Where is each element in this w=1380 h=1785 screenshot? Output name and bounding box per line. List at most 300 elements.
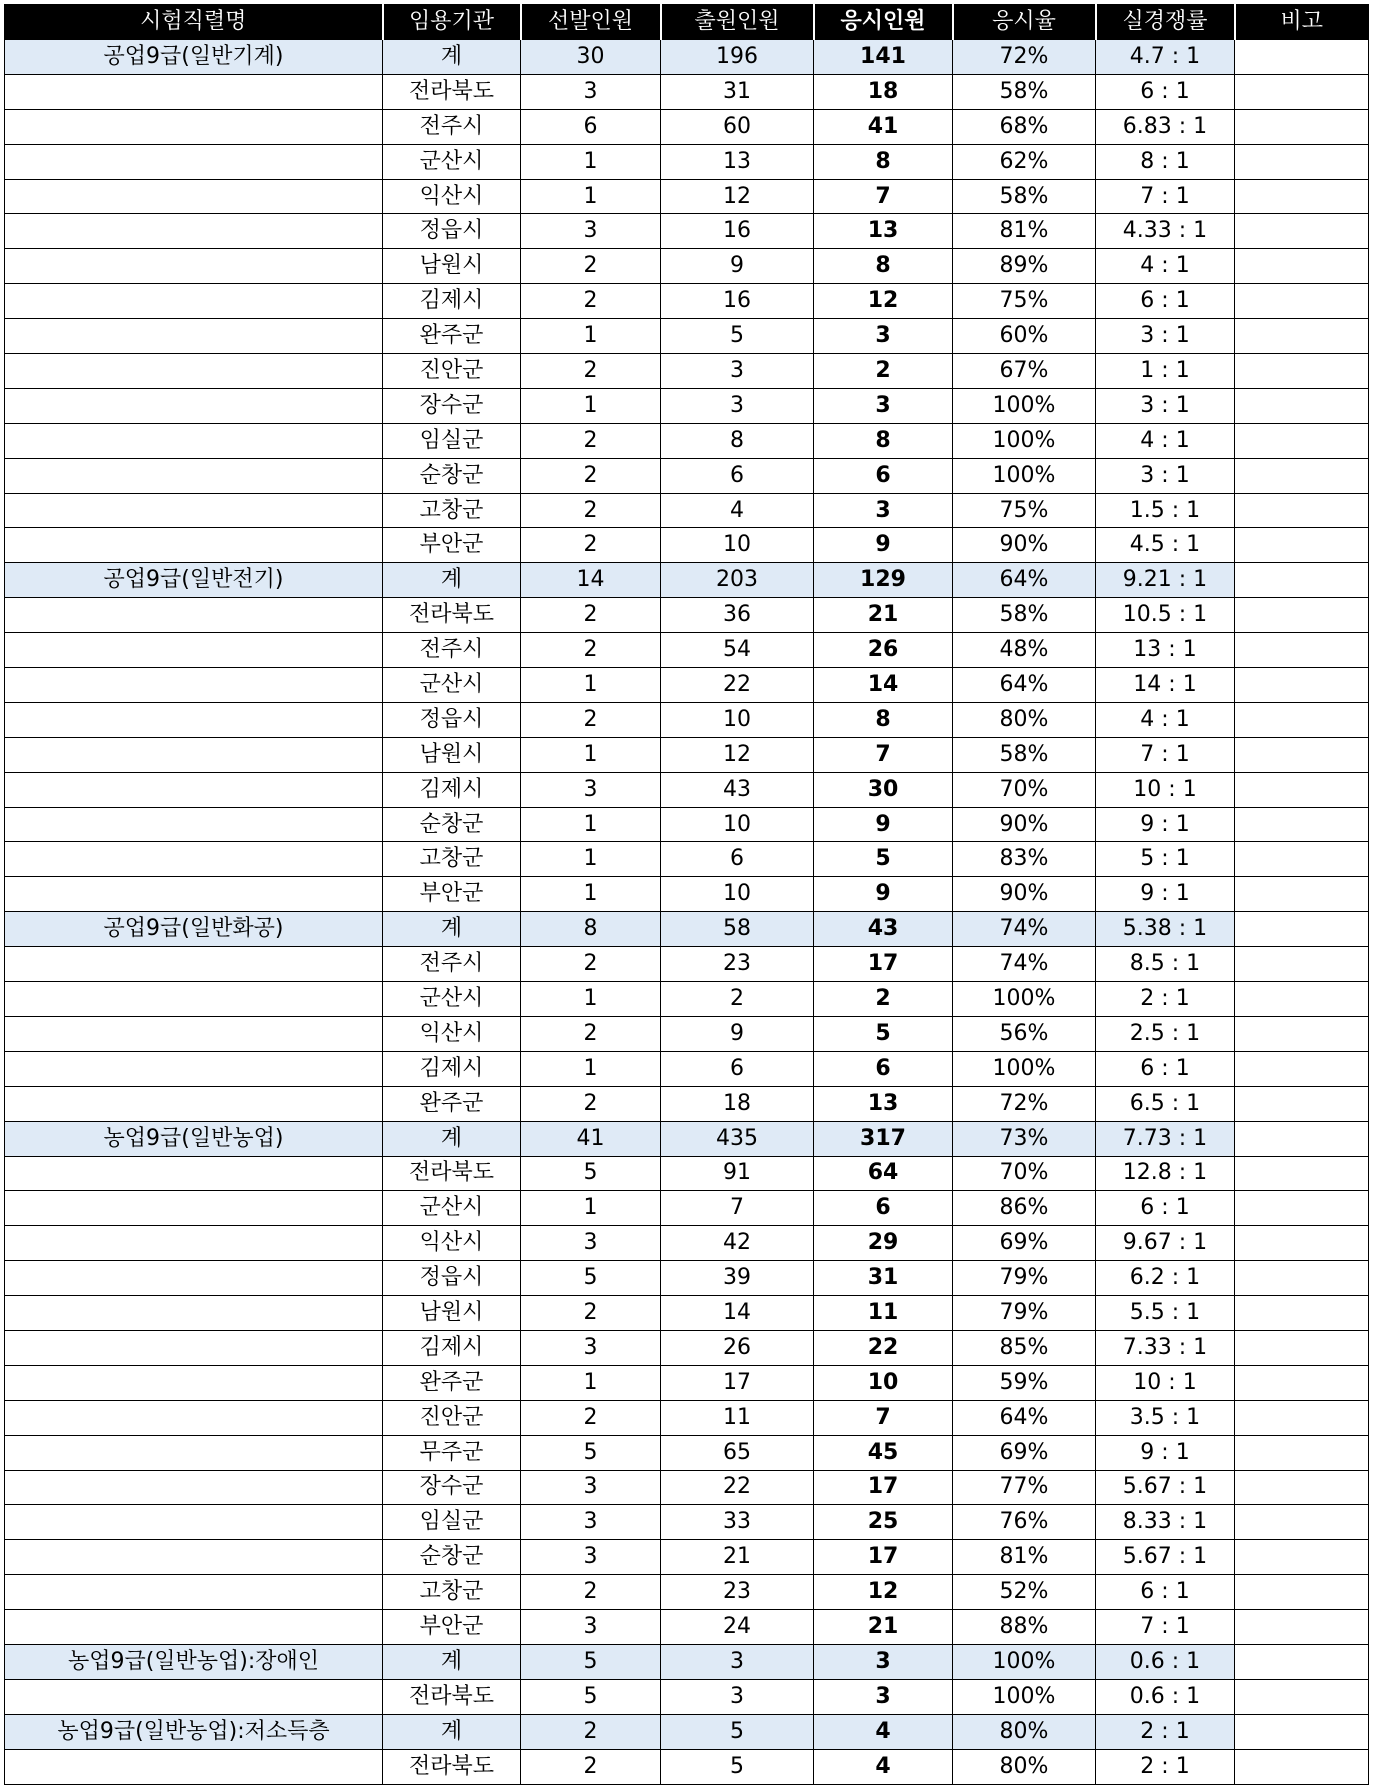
exam-series-cell: 공업9급(일반기계) (5, 40, 383, 75)
applicant-count-cell: 4 (661, 493, 814, 528)
table-row (5, 1156, 1369, 1191)
test-taker-count-cell: 4 (814, 1714, 953, 1749)
table-row (5, 493, 1369, 528)
competition-rate-cell: 1 : 1 (1096, 354, 1235, 389)
empty-series-cell (5, 1505, 383, 1540)
attendance-rate-cell: 59% (953, 1365, 1096, 1400)
table-row (5, 1226, 1369, 1261)
selected-count-cell: 5 (521, 1644, 661, 1679)
competition-rate-cell: 0.6 : 1 (1096, 1644, 1235, 1679)
remarks-cell (1235, 179, 1369, 214)
table-row (5, 1051, 1369, 1086)
test-taker-count-cell: 21 (814, 598, 953, 633)
test-taker-count-cell: 3 (814, 388, 953, 423)
selected-count-cell: 2 (521, 423, 661, 458)
empty-series-cell (5, 1086, 383, 1121)
applicant-count-cell: 6 (661, 1051, 814, 1086)
selected-count-cell: 5 (521, 1679, 661, 1714)
test-taker-count-cell: 9 (814, 807, 953, 842)
agency-cell: 익산시 (383, 1016, 521, 1051)
competition-rate-cell: 4.33 : 1 (1096, 214, 1235, 249)
attendance-rate-cell: 74% (953, 947, 1096, 982)
agency-cell: 군산시 (383, 144, 521, 179)
selected-count-cell: 3 (521, 1610, 661, 1645)
attendance-rate-cell: 68% (953, 109, 1096, 144)
test-taker-count-cell: 9 (814, 528, 953, 563)
empty-series-cell (5, 1435, 383, 1470)
test-taker-count-cell: 12 (814, 284, 953, 319)
test-taker-count-cell: 43 (814, 912, 953, 947)
competition-rate-cell: 4 : 1 (1096, 249, 1235, 284)
header-row (5, 5, 1369, 40)
header-selected: 선발인원 (521, 5, 661, 40)
competition-rate-cell: 8.5 : 1 (1096, 947, 1235, 982)
remarks-cell (1235, 1296, 1369, 1331)
competition-rate-cell: 2 : 1 (1096, 1749, 1235, 1784)
attendance-rate-cell: 80% (953, 1714, 1096, 1749)
competition-rate-cell: 5.67 : 1 (1096, 1470, 1235, 1505)
attendance-rate-cell: 70% (953, 772, 1096, 807)
selected-count-cell: 2 (521, 249, 661, 284)
remarks-cell (1235, 109, 1369, 144)
agency-cell: 계 (383, 40, 521, 75)
table-row (5, 842, 1369, 877)
remarks-cell (1235, 1610, 1369, 1645)
remarks-cell (1235, 214, 1369, 249)
competition-rate-cell: 6 : 1 (1096, 284, 1235, 319)
test-taker-count-cell: 7 (814, 179, 953, 214)
applicant-count-cell: 11 (661, 1400, 814, 1435)
remarks-cell (1235, 74, 1369, 109)
table-row (5, 633, 1369, 668)
agency-cell: 전주시 (383, 109, 521, 144)
attendance-rate-cell: 69% (953, 1226, 1096, 1261)
applicant-count-cell: 39 (661, 1261, 814, 1296)
empty-series-cell (5, 493, 383, 528)
empty-series-cell (5, 1330, 383, 1365)
remarks-cell (1235, 458, 1369, 493)
selected-count-cell: 1 (521, 319, 661, 354)
remarks-cell (1235, 877, 1369, 912)
selected-count-cell: 2 (521, 528, 661, 563)
exam-series-cell: 공업9급(일반화공) (5, 912, 383, 947)
attendance-rate-cell: 69% (953, 1435, 1096, 1470)
remarks-cell (1235, 144, 1369, 179)
test-taker-count-cell: 22 (814, 1330, 953, 1365)
test-taker-count-cell: 5 (814, 1016, 953, 1051)
competition-rate-cell: 6.83 : 1 (1096, 109, 1235, 144)
empty-series-cell (5, 633, 383, 668)
competition-rate-cell: 7 : 1 (1096, 1610, 1235, 1645)
table-row (5, 598, 1369, 633)
agency-cell: 전주시 (383, 947, 521, 982)
agency-cell: 익산시 (383, 179, 521, 214)
remarks-cell (1235, 284, 1369, 319)
attendance-rate-cell: 89% (953, 249, 1096, 284)
remarks-cell (1235, 1191, 1369, 1226)
empty-series-cell (5, 144, 383, 179)
applicant-count-cell: 21 (661, 1540, 814, 1575)
empty-series-cell (5, 702, 383, 737)
header-test-takers: 응시인원 (814, 5, 953, 40)
agency-cell: 순창군 (383, 458, 521, 493)
table-row (5, 423, 1369, 458)
empty-series-cell (5, 1470, 383, 1505)
test-taker-count-cell: 4 (814, 1749, 953, 1784)
selected-count-cell: 1 (521, 842, 661, 877)
test-taker-count-cell: 17 (814, 1540, 953, 1575)
selected-count-cell: 3 (521, 1226, 661, 1261)
attendance-rate-cell: 100% (953, 423, 1096, 458)
empty-series-cell (5, 319, 383, 354)
applicant-count-cell: 42 (661, 1226, 814, 1261)
competition-rate-cell: 5 : 1 (1096, 842, 1235, 877)
attendance-rate-cell: 72% (953, 1086, 1096, 1121)
test-taker-count-cell: 64 (814, 1156, 953, 1191)
applicant-count-cell: 7 (661, 1191, 814, 1226)
competition-rate-cell: 6 : 1 (1096, 74, 1235, 109)
applicant-count-cell: 18 (661, 1086, 814, 1121)
agency-cell: 남원시 (383, 737, 521, 772)
table-row (5, 1540, 1369, 1575)
selected-count-cell: 3 (521, 772, 661, 807)
selected-count-cell: 1 (521, 807, 661, 842)
competition-rate-cell: 3 : 1 (1096, 388, 1235, 423)
applicant-count-cell: 5 (661, 319, 814, 354)
applicant-count-cell: 16 (661, 214, 814, 249)
agency-cell: 완주군 (383, 319, 521, 354)
table-row (5, 284, 1369, 319)
empty-series-cell (5, 947, 383, 982)
table-row (5, 947, 1369, 982)
attendance-rate-cell: 75% (953, 493, 1096, 528)
selected-count-cell: 2 (521, 284, 661, 319)
agency-cell: 남원시 (383, 249, 521, 284)
test-taker-count-cell: 17 (814, 947, 953, 982)
table-row (5, 74, 1369, 109)
test-taker-count-cell: 29 (814, 1226, 953, 1261)
competition-rate-cell: 8.33 : 1 (1096, 1505, 1235, 1540)
applicant-count-cell: 196 (661, 40, 814, 75)
remarks-cell (1235, 40, 1369, 75)
table-row (5, 1435, 1369, 1470)
selected-count-cell: 2 (521, 598, 661, 633)
applicant-count-cell: 65 (661, 1435, 814, 1470)
agency-cell: 순창군 (383, 807, 521, 842)
table-row (5, 1505, 1369, 1540)
remarks-cell (1235, 1435, 1369, 1470)
applicant-count-cell: 8 (661, 423, 814, 458)
test-taker-count-cell: 41 (814, 109, 953, 144)
remarks-cell (1235, 1644, 1369, 1679)
applicant-count-cell: 6 (661, 842, 814, 877)
remarks-cell (1235, 354, 1369, 389)
empty-series-cell (5, 1226, 383, 1261)
agency-cell: 부안군 (383, 1610, 521, 1645)
table-row (5, 807, 1369, 842)
selected-count-cell: 3 (521, 1540, 661, 1575)
empty-series-cell (5, 982, 383, 1017)
attendance-rate-cell: 90% (953, 807, 1096, 842)
agency-cell: 계 (383, 563, 521, 598)
selected-count-cell: 1 (521, 179, 661, 214)
group-total-row (5, 40, 1369, 75)
table-row (5, 179, 1369, 214)
table-row (5, 1470, 1369, 1505)
empty-series-cell (5, 877, 383, 912)
remarks-cell (1235, 633, 1369, 668)
applicant-count-cell: 3 (661, 388, 814, 423)
empty-series-cell (5, 842, 383, 877)
selected-count-cell: 5 (521, 1435, 661, 1470)
agency-cell: 장수군 (383, 388, 521, 423)
attendance-rate-cell: 70% (953, 1156, 1096, 1191)
agency-cell: 전라북도 (383, 74, 521, 109)
applicant-count-cell: 31 (661, 74, 814, 109)
applicant-count-cell: 3 (661, 1679, 814, 1714)
empty-series-cell (5, 1296, 383, 1331)
attendance-rate-cell: 100% (953, 982, 1096, 1017)
agency-cell: 전라북도 (383, 1156, 521, 1191)
competition-rate-cell: 13 : 1 (1096, 633, 1235, 668)
empty-series-cell (5, 1540, 383, 1575)
table-row (5, 1261, 1369, 1296)
applicant-count-cell: 203 (661, 563, 814, 598)
attendance-rate-cell: 67% (953, 354, 1096, 389)
selected-count-cell: 2 (521, 458, 661, 493)
table-row (5, 877, 1369, 912)
empty-series-cell (5, 807, 383, 842)
agency-cell: 계 (383, 1714, 521, 1749)
applicant-count-cell: 23 (661, 947, 814, 982)
selected-count-cell: 5 (521, 1156, 661, 1191)
competition-rate-cell: 10 : 1 (1096, 1365, 1235, 1400)
competition-rate-cell: 6.5 : 1 (1096, 1086, 1235, 1121)
attendance-rate-cell: 79% (953, 1296, 1096, 1331)
competition-rate-cell: 0.6 : 1 (1096, 1679, 1235, 1714)
applicant-count-cell: 58 (661, 912, 814, 947)
agency-cell: 장수군 (383, 1470, 521, 1505)
test-taker-count-cell: 2 (814, 982, 953, 1017)
test-taker-count-cell: 31 (814, 1261, 953, 1296)
exam-series-cell: 농업9급(일반농업) (5, 1121, 383, 1156)
table-row (5, 214, 1369, 249)
test-taker-count-cell: 3 (814, 319, 953, 354)
table-row (5, 249, 1369, 284)
remarks-cell (1235, 982, 1369, 1017)
competition-rate-cell: 7 : 1 (1096, 179, 1235, 214)
agency-cell: 전라북도 (383, 598, 521, 633)
attendance-rate-cell: 62% (953, 144, 1096, 179)
test-taker-count-cell: 317 (814, 1121, 953, 1156)
table-row (5, 1400, 1369, 1435)
competition-rate-cell: 14 : 1 (1096, 668, 1235, 703)
remarks-cell (1235, 493, 1369, 528)
remarks-cell (1235, 1330, 1369, 1365)
remarks-cell (1235, 1261, 1369, 1296)
competition-rate-cell: 8 : 1 (1096, 144, 1235, 179)
test-taker-count-cell: 14 (814, 668, 953, 703)
selected-count-cell: 2 (521, 1296, 661, 1331)
remarks-cell (1235, 842, 1369, 877)
table-row (5, 1679, 1369, 1714)
applicant-count-cell: 36 (661, 598, 814, 633)
test-taker-count-cell: 11 (814, 1296, 953, 1331)
competition-rate-cell: 7.73 : 1 (1096, 1121, 1235, 1156)
table-row (5, 1610, 1369, 1645)
competition-rate-cell: 6 : 1 (1096, 1191, 1235, 1226)
test-taker-count-cell: 26 (814, 633, 953, 668)
selected-count-cell: 1 (521, 144, 661, 179)
empty-series-cell (5, 284, 383, 319)
selected-count-cell: 5 (521, 1261, 661, 1296)
test-taker-count-cell: 3 (814, 1679, 953, 1714)
attendance-rate-cell: 64% (953, 1400, 1096, 1435)
agency-cell: 김제시 (383, 1330, 521, 1365)
selected-count-cell: 1 (521, 1365, 661, 1400)
applicant-count-cell: 14 (661, 1296, 814, 1331)
applicant-count-cell: 2 (661, 982, 814, 1017)
attendance-rate-cell: 60% (953, 319, 1096, 354)
remarks-cell (1235, 249, 1369, 284)
selected-count-cell: 2 (521, 354, 661, 389)
remarks-cell (1235, 1121, 1369, 1156)
empty-series-cell (5, 1575, 383, 1610)
test-taker-count-cell: 8 (814, 249, 953, 284)
test-taker-count-cell: 129 (814, 563, 953, 598)
test-taker-count-cell: 7 (814, 737, 953, 772)
table-row (5, 702, 1369, 737)
attendance-rate-cell: 85% (953, 1330, 1096, 1365)
test-taker-count-cell: 7 (814, 1400, 953, 1435)
competition-rate-table (4, 4, 1369, 1785)
table-row (5, 1191, 1369, 1226)
empty-series-cell (5, 179, 383, 214)
attendance-rate-cell: 81% (953, 1540, 1096, 1575)
attendance-rate-cell: 58% (953, 737, 1096, 772)
attendance-rate-cell: 64% (953, 563, 1096, 598)
competition-rate-cell: 5.67 : 1 (1096, 1540, 1235, 1575)
table-row (5, 109, 1369, 144)
empty-series-cell (5, 1400, 383, 1435)
agency-cell: 익산시 (383, 1226, 521, 1261)
attendance-rate-cell: 76% (953, 1505, 1096, 1540)
attendance-rate-cell: 64% (953, 668, 1096, 703)
exam-series-cell: 농업9급(일반농업):저소득층 (5, 1714, 383, 1749)
agency-cell: 고창군 (383, 1575, 521, 1610)
exam-series-cell: 공업9급(일반전기) (5, 563, 383, 598)
header-attendance-rate: 응시율 (953, 5, 1096, 40)
selected-count-cell: 2 (521, 702, 661, 737)
attendance-rate-cell: 81% (953, 214, 1096, 249)
group-total-row (5, 563, 1369, 598)
selected-count-cell: 2 (521, 947, 661, 982)
test-taker-count-cell: 6 (814, 458, 953, 493)
competition-rate-cell: 5.38 : 1 (1096, 912, 1235, 947)
attendance-rate-cell: 100% (953, 1644, 1096, 1679)
selected-count-cell: 14 (521, 563, 661, 598)
selected-count-cell: 2 (521, 1714, 661, 1749)
competition-rate-cell: 2 : 1 (1096, 1714, 1235, 1749)
selected-count-cell: 2 (521, 1749, 661, 1784)
agency-cell: 군산시 (383, 1191, 521, 1226)
attendance-rate-cell: 73% (953, 1121, 1096, 1156)
attendance-rate-cell: 86% (953, 1191, 1096, 1226)
table-row (5, 1330, 1369, 1365)
attendance-rate-cell: 72% (953, 40, 1096, 75)
selected-count-cell: 2 (521, 1086, 661, 1121)
test-taker-count-cell: 13 (814, 1086, 953, 1121)
table-row (5, 737, 1369, 772)
remarks-cell (1235, 912, 1369, 947)
table-row (5, 1016, 1369, 1051)
empty-series-cell (5, 214, 383, 249)
applicant-count-cell: 26 (661, 1330, 814, 1365)
agency-cell: 계 (383, 1121, 521, 1156)
test-taker-count-cell: 3 (814, 493, 953, 528)
remarks-cell (1235, 1156, 1369, 1191)
empty-series-cell (5, 737, 383, 772)
attendance-rate-cell: 100% (953, 1051, 1096, 1086)
competition-rate-cell: 3 : 1 (1096, 458, 1235, 493)
test-taker-count-cell: 10 (814, 1365, 953, 1400)
table-row (5, 319, 1369, 354)
attendance-rate-cell: 77% (953, 1470, 1096, 1505)
applicant-count-cell: 43 (661, 772, 814, 807)
agency-cell: 완주군 (383, 1086, 521, 1121)
applicant-count-cell: 91 (661, 1156, 814, 1191)
header-agency: 임용기관 (383, 5, 521, 40)
table-row (5, 458, 1369, 493)
competition-rate-cell: 9.67 : 1 (1096, 1226, 1235, 1261)
remarks-cell (1235, 807, 1369, 842)
applicant-count-cell: 3 (661, 1644, 814, 1679)
table-row (5, 388, 1369, 423)
empty-series-cell (5, 354, 383, 389)
competition-rate-cell: 6.2 : 1 (1096, 1261, 1235, 1296)
remarks-cell (1235, 319, 1369, 354)
competition-rate-cell: 9 : 1 (1096, 1435, 1235, 1470)
table-row (5, 354, 1369, 389)
attendance-rate-cell: 100% (953, 388, 1096, 423)
applicant-count-cell: 22 (661, 668, 814, 703)
agency-cell: 전라북도 (383, 1679, 521, 1714)
selected-count-cell: 3 (521, 214, 661, 249)
remarks-cell (1235, 1505, 1369, 1540)
table-row (5, 668, 1369, 703)
selected-count-cell: 1 (521, 388, 661, 423)
applicant-count-cell: 13 (661, 144, 814, 179)
group-total-row (5, 1121, 1369, 1156)
remarks-cell (1235, 388, 1369, 423)
selected-count-cell: 3 (521, 74, 661, 109)
remarks-cell (1235, 1226, 1369, 1261)
table-row (5, 1749, 1369, 1784)
competition-rate-cell: 4.7 : 1 (1096, 40, 1235, 75)
header-competition-rate: 실경쟁률 (1096, 5, 1235, 40)
competition-rate-cell: 1.5 : 1 (1096, 493, 1235, 528)
remarks-cell (1235, 598, 1369, 633)
selected-count-cell: 1 (521, 877, 661, 912)
agency-cell: 김제시 (383, 1051, 521, 1086)
selected-count-cell: 2 (521, 1400, 661, 1435)
test-taker-count-cell: 5 (814, 842, 953, 877)
remarks-cell (1235, 1470, 1369, 1505)
agency-cell: 무주군 (383, 1435, 521, 1470)
competition-rate-cell: 12.8 : 1 (1096, 1156, 1235, 1191)
selected-count-cell: 2 (521, 1575, 661, 1610)
attendance-rate-cell: 80% (953, 1749, 1096, 1784)
